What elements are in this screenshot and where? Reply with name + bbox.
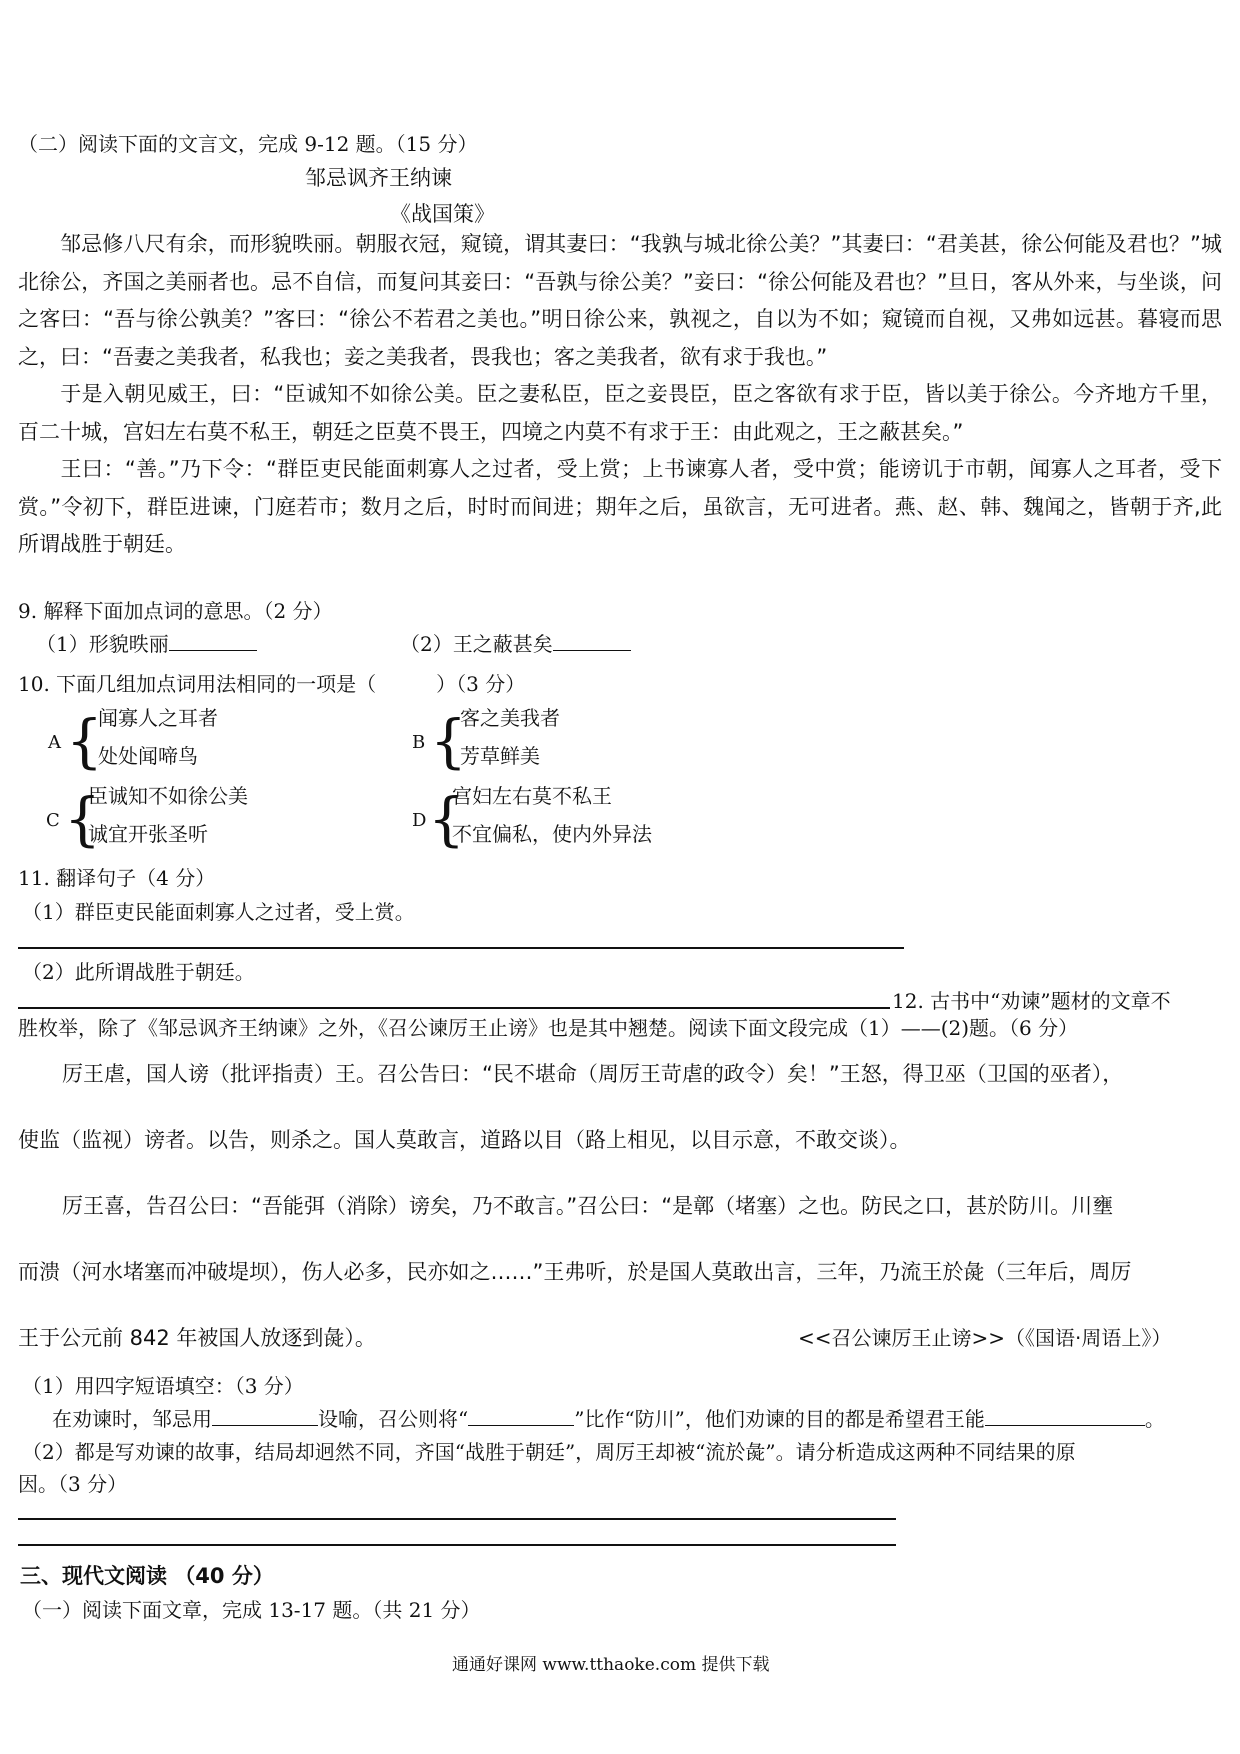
option-b-line-2: 芳草鲜美 [460,744,540,768]
answer-line[interactable] [18,1544,896,1546]
option-b-letter: B [412,732,426,753]
answer-blank[interactable] [985,1403,1145,1426]
option-c-line-1: 臣诚知不如徐公美 [88,784,248,808]
q12-passage-line: 王于公元前 842 年被国人放逐到彘）。 [18,1326,376,1350]
q12-passage-line: 使监（监视）谤者。以告，则杀之。国人莫敢言，道路以目（路上相见，以目示意，不敢交谈）。 [18,1128,911,1152]
option-a-letter: A [48,732,61,753]
answer-line[interactable] [18,1007,890,1009]
q12-intro-continued: 胜枚举，除了《邹忌讽齐王纳谏》之外，《召公谏厉王止谤》也是其中翘楚。阅读下面文段完成（1）——(2)题。（6 分） [18,1016,1079,1040]
q12-sub1-body: 在劝谏时，邹忌用 设喻，召公则将“ ”比作“防川”，他们劝谏的目的都是希望君王能 。 [52,1403,1165,1432]
q12-sub2-line-2: 因。（3 分） [18,1472,128,1496]
option-b-line-1: 客之美我者 [460,706,560,730]
answer-blank[interactable] [553,628,631,651]
answer-blank[interactable] [169,628,257,651]
option-d-letter: D [412,810,427,831]
option-d-line-2: 不宜偏私，使内外异法 [452,822,652,846]
answer-blank[interactable] [212,1403,318,1426]
passage-title: 邹忌讽齐王纳谏 [305,166,452,190]
q9-item-1: （1）形貌昳丽 [36,628,257,657]
q9-stem: 9. 解释下面加点词的意思。（2 分） [18,599,333,623]
option-c-line-2: 诚宜开张圣听 [88,822,208,846]
brace-icon: { [428,785,465,853]
q12-passage-line: 厉王虐，国人谤（批评指责）王。召公告曰：“民不堪命（周厉王苛虐的政令）矣！”王怒，得卫巫（卫国的巫者）， [62,1062,1124,1086]
q10-stem: 10. 下面几组加点词用法相同的一项是（ ）（3 分） [18,672,526,696]
q12-passage-line: 厉王喜，告召公曰：“吾能弭（消除）谤矣，乃不敢言。”召公曰：“是鄣（堵塞）之也。防民之口，甚於防川。川壅 [62,1194,1114,1218]
q12-sub2-line-1: （2）都是写劝谏的故事，结局却迥然不同，齐国“战胜于朝廷”，周厉王却被“流於彘”。请分析造成这两种不同结果的原 [22,1440,1076,1464]
section3-subheading: （一）阅读下面文章，完成 13-17 题。（共 21 分） [22,1598,481,1622]
q12-passage-source: <<召公谏厉王止谤>>（《国语·周语上》） [798,1326,1172,1350]
option-c-letter: C [46,810,60,831]
q9-item-2: （2）王之蔽甚矣 [400,628,631,657]
brace-icon: { [66,707,103,775]
option-a-line-1: 闻寡人之耳者 [98,706,218,730]
answer-line[interactable] [18,1518,896,1520]
answer-line[interactable] [18,947,904,949]
passage-paragraph-1: 邹忌修八尺有余，而形貌昳丽。朝服衣冠，窥镜，谓其妻曰：“我孰与城北徐公美？”其妻曰：“君美甚，徐公何能及君也？”城北徐公，齐国之美丽者也。忌不自信，而复问其妾曰：“吾孰与徐公美？”妾曰：“徐公何能及君也？”旦日，客从外来，与坐谈，问之客曰：“吾与徐公孰美？”客曰：“徐公不若君之美也。”明日徐公来，孰视之，自以为不如；窥镜而自视，又弗如远甚。暮寝而思之，曰：“吾妻之美我者，私我也；妾之美我者，畏我也；客之美我者，欲有求于我也。” [18,232,1222,369]
q12-sub1-stem: （1）用四字短语填空：（3 分） [22,1374,304,1398]
section3-heading: 三、现代文阅读 （40 分） [20,1564,274,1588]
q11-item-2: （2）此所谓战胜于朝廷。 [22,960,255,984]
passage-paragraph-3: 王曰：“善。”乃下令：“群臣吏民能面刺寡人之过者，受上赏；上书谏寡人者，受中赏；能谤讥于市朝，闻寡人之耳者，受下赏。”令初下，群臣进谏，门庭若市；数月之后，时时而间进；期年之后，虽欲言，无可进者。燕、赵、韩、魏闻之，皆朝于齐,此所谓战胜于朝廷。 [18,457,1222,556]
brace-icon: { [64,785,101,853]
q11-stem: 11. 翻译句子（4 分） [18,866,216,890]
section-heading: （二）阅读下面的文言文，完成 9-12 题。（15 分） [18,132,478,156]
q11-item-1: （1）群臣吏民能面刺寡人之过者，受上赏。 [22,900,415,924]
passage-paragraph-2: 于是入朝见威王，曰：“臣诚知不如徐公美。臣之妻私臣，臣之妾畏臣，臣之客欲有求于臣，皆以美于徐公。今齐地方千里，百二十城，宫妇左右莫不私王，朝廷之臣莫不畏王，四境之内莫不有求于王：由此观之，王之蔽甚矣。” [18,382,1222,444]
page-footer: 通通好课网 www.tthaoke.com 提供下载 [452,1655,770,1675]
answer-blank[interactable] [468,1403,574,1426]
option-d-line-1: 宫妇左右莫不私王 [452,784,612,808]
option-a-line-2: 处处闻啼鸟 [98,744,198,768]
q12-intro: 12. 古书中“劝谏”题材的文章不 [892,989,1171,1013]
passage-source: 《战国策》 [390,202,495,226]
q12-passage-line: 而溃（河水堵塞而冲破堤坝），伤人必多，民亦如之……”王弗听，於是国人莫敢出言，三年，乃流王於彘（三年后，周厉 [18,1260,1132,1284]
brace-icon: { [430,707,467,775]
